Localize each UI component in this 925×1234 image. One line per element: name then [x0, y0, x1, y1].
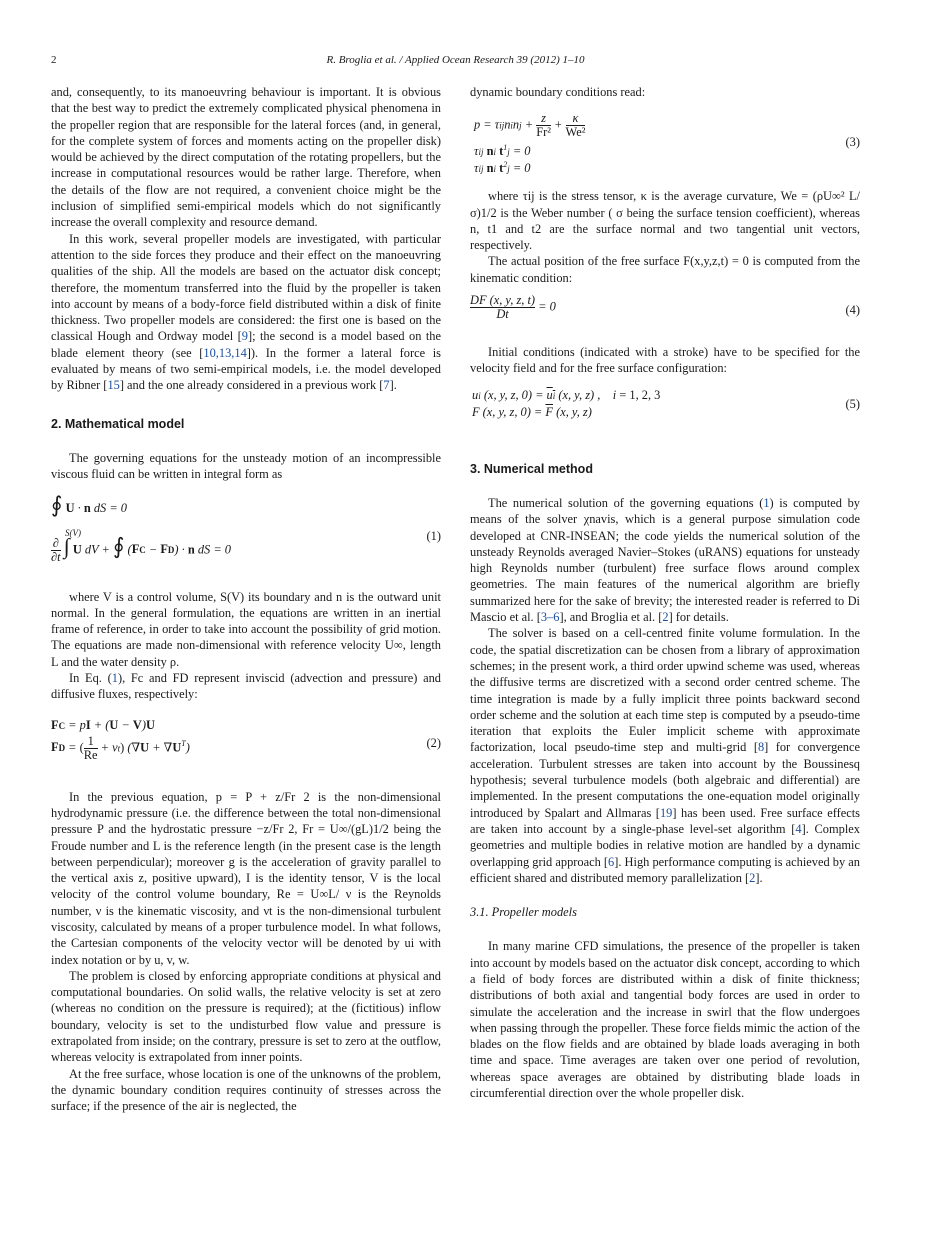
equation-number: (3)	[845, 135, 860, 150]
paragraph: dynamic boundary conditions read:	[470, 85, 646, 99]
right-column	[470, 84, 860, 1101]
equation-number: (4)	[845, 303, 860, 318]
citation-link[interactable]: 2	[749, 870, 756, 885]
left-column	[51, 84, 441, 1115]
page-number: 2	[51, 54, 57, 66]
paragraph: In the previous equation, p = P + z/Fr 2 is the non-dimensional hydrodynamic pressure (i.e. the difference between the total non-dimensional pressure P and the hydrostatic pressure −z/Fr 2, Fr = U∞/(gL)1/2 being the Froude number and L is the reference length (in the present case is the length between perpendicular); moreover g is the acceleration of gravity parallel to the vertical axis z, positive upward), I is the identity tensor, V is the local velocity of the control volume boundary, Re = U∞L/ ν is the Reynolds number, ν is the kinematic viscosity, and νt is the non-dimensional turbulent viscosity, calculated by means of a proper turbulence model. In what follows, the Cartesian components of the velocity vector will be denoted by ui with index notation or by u, v, w.	[51, 789, 441, 967]
equation-4: $\frac{DF (x, y, z, t)}{Dt}$ = 0 (4)	[470, 293, 860, 322]
equation-number: (1)	[426, 528, 441, 543]
equation-3: p = τijninj + $\frac{z}{\text{Fr²}}$ + $\frac{\kappa}{\text{We²}}$ τij ni $t^1j = 0$ τij ni $t^2j = 0$ (3)	[474, 111, 860, 176]
citation-link[interactable]: 15	[107, 378, 120, 393]
citation-link[interactable]: 6	[608, 854, 615, 869]
citation-link[interactable]: 3–6	[540, 610, 560, 625]
page-header	[51, 54, 860, 70]
citation-link[interactable]: 4	[795, 821, 802, 836]
section-heading: 2. Mathematical model	[51, 416, 185, 431]
citation-link[interactable]: 8	[757, 740, 765, 755]
citation-link[interactable]: 9	[241, 329, 248, 344]
paragraph: Initial conditions (indicated with a stroke) have to be specified for the velocity field and for the free surface configuration:	[470, 345, 860, 376]
citation-link[interactable]: 19	[659, 805, 673, 820]
citation-link[interactable]: 2	[662, 610, 669, 625]
paragraph: The numerical solution of the governing equations (1) is computed by means of the solver χnavis, which is a general purpose simulation code developed at CNR-INSEAN; the code yields the numerical solution of the unsteady Reynolds averaged Navier–Stokes (uRANS) equations for unsteady high Reynolds number (turbulent) free surface flows around complex geometries. The main features of the numerical algorithm are briefly summarized here for the sake of brevity; the interested reader is referred to Di Mascio et al. [3–6], and Broglia et al. [2] for details.	[470, 495, 861, 625]
paragraph: where τij is the stress tensor, κ is the average curvature, We = (ρU∞² L/σ)1/2 is the Weber number ( σ being the surface tension coefficient), whereas n, t1 and t2 are the surface normal and two tangential unit vectors, respectively.	[470, 189, 860, 253]
paragraph: In Eq. (1), Fc and FD represent inviscid (advection and pressure) and diffusive fluxes, respectively:	[51, 671, 441, 702]
paragraph: The problem is closed by enforcing appropriate conditions at physical and computational boundaries. On solid walls, the relative velocity is set at zero (whereas no condition on the pressure is required); at the (fictitious) inflow boundary, velocity is set to the undisturbed flow value and pressure is extrapolated from inside; on the contrary, pressure is set to zero at the outflow, whereas velocity is extrapolated from inner points.	[51, 968, 441, 1065]
subsection-heading: 3.1. Propeller models	[470, 905, 577, 920]
equation-link[interactable]: 1	[111, 671, 118, 686]
equation-number: (5)	[845, 396, 860, 411]
paragraph: The actual position of the free surface F(x,y,z,t) = 0 is computed from the kinematic condition:	[470, 254, 860, 285]
paragraph: where V is a control volume, S(V) its boundary and n is the outward unit normal. In the general formulation, the equations are written in an inertial frame of reference, in order to take into account the possibility of grid motion. The equations are made non-dimensional with reference velocity U∞, length L and the water density ρ.	[51, 589, 441, 669]
equation-1: ∮ U · n dS = 0 S(V) $\frac{\partial}{\partial t}$ ∫ U dV + ∮ (FC − FD) · n dS = 0 (1)	[51, 491, 441, 564]
paragraph: The governing equations for the unsteady motion of an incompressible viscous fluid can be written in integral form as	[51, 450, 441, 482]
equation-number: (2)	[426, 735, 441, 750]
running-citation: R. Broglia et al. / Applied Ocean Research 39 (2012) 1–10	[326, 54, 585, 66]
paragraph: At the free surface, whose location is one of the unknowns of the problem, the dynamic boundary condition requires continuity of stresses across the surface; if the presence of the air is neglected, the	[51, 1066, 441, 1114]
paragraph: In this work, several propeller models are investigated, with particular attention to the side forces they produce and their effect on the manoeuvring qualities of the ship. All the models are based on the actuator disk concept; therefore, the momentum transferred into the fluid by the propeller is taken into account by means of a body-force field distributed within a disk of finite thickness. Two propeller models are considered: the first one is based on the classical Hough and Ordway model [9]; the second is a model based on the blade element theory (see [10,13,14]). In the former a lateral force is evaluated by means of two semi-empirical models, i.e. the model developed by Ribner [15] and the one already considered in a previous work [7].	[51, 231, 442, 393]
equation-link[interactable]: 1	[763, 495, 770, 510]
paragraph: In many marine CFD simulations, the presence of the propeller is taken into account by models based on the actuator disk concept, according to which a field of body forces are distributed within a disk of finite thickness; distributions of both axial and tangential body forces are used in order to simulate the acceleration and the increase in swirl that the flow undergoes when passing through the propeller. These force fields mimic the action of the blades on the flow fields and are obtained by blade loads averaging in both time and space. Time averages are taken over one period of revolution, whereas space averages are obtained by distributing blade loads in circumferential direction over the whole propeller disk.	[470, 939, 860, 1101]
section-heading: 3. Numerical method	[470, 461, 593, 476]
equation-2: FC = pI + (U − V)U FD = ( $\frac{1}{Re}$ + νt) $(\nabla U + \nabla U^T)$ (2)	[51, 717, 441, 762]
citation-link[interactable]: 7	[383, 378, 390, 393]
citation-link[interactable]: 10,13,14	[203, 345, 247, 360]
paragraph: and, consequently, to its manoeuvring behaviour is important. It is obvious that the best way to predict the extremely complicated physical phenomena in the propeller region that are responsible for the lateral forces (and, in general, for the complete system of forces and moments acting on the propeller disk) would be achieved by the direct computation of the rotating propellers, but the increase in computational resources would be rather large. Therefore, when the details of the flow are not required, a convenient choice might be the inclusion of simplified semi-empirical models which do not significantly increase the overall complexity and resource demand.	[51, 85, 441, 230]
equation-5: ui (x, y, z, 0) = ui (x, y, z) , i = 1, 2, 3 F (x, y, z, $0) = \overline{F}$ (x, y, z) (5)	[472, 387, 860, 419]
paragraph: The solver is based on a cell-centred finite volume formulation. In the code, the spatial discretization can be chosen from a library of approximation schemes; in the present work, a third order upwind scheme was used, whereas the diffusive terms are discretized with a second order centred scheme. The time integration is made by a fully implicit three points backward second order scheme and the solution at each time step is computed by a pseudo-time iteration that exploits the Euler implicit scheme with approximate factorization, local pseudo-time step and multi-grid [8] for convergence acceleration. Turbulent stresses are taken into account by the Boussinesq hypothesis; several turbulence models (both algebraic and differential) are implemented. In the present computations the one-equation model originally introduced by Spalart and Allmaras [19] has been used. Free surface effects are taken into account by a single-phase level-set algorithm [4]. Complex geometries and multiple bodies in relative motion are handled by a dynamic overlapping grid approach [6]. High performance computing is achieved by an efficient shared and distributed memory parallelization [2].	[470, 626, 861, 885]
